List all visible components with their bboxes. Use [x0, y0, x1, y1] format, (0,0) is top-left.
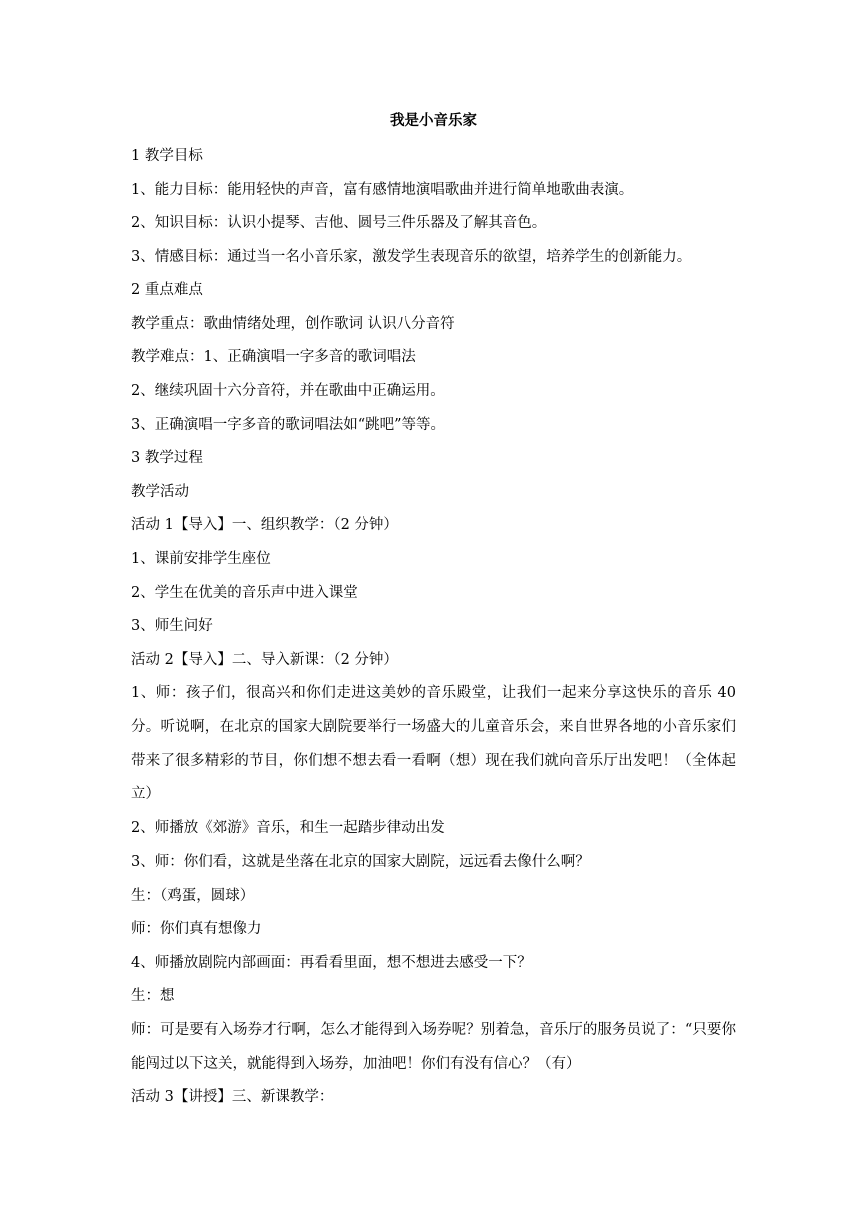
paragraph: 生：想 [131, 988, 175, 1004]
paragraph: 师：你们真有想像力 [131, 921, 262, 937]
paragraph: 3、情感目标：通过当一名小音乐家，激发学生表现音乐的欲望，培养学生的创新能力。 [131, 249, 692, 265]
paragraph: 2、学生在优美的音乐声中进入课堂 [131, 585, 358, 601]
paragraph: 3、师：你们看，这就是坐落在北京的国家大剧院，远远看去像什么啊？ [131, 854, 590, 870]
activity-heading: 活动 1【导入】一、组织教学：（2 分钟） [131, 517, 398, 533]
paragraph: 1、师：孩子们，很高兴和你们走进这美妙的音乐殿堂，让我们一起来分享这快乐的音乐 40 分。听说啊，在北京的国家大剧院要举行一场盛大的儿童音乐会，来自世界各地的小音乐家们带来了很多精彩的节目，你们想不想去看一看啊（想）现在我们就向音乐厅出发吧！（全体起立） [131, 685, 736, 803]
paragraph: 2、知识目标：认识小提琴、吉他、圆号三件乐器及了解其音色。 [131, 215, 547, 231]
paragraph: 4、师播放剧院内部画面：再看看里面，想不想进去感受一下？ [131, 955, 532, 971]
paragraph: 师：可是要有入场券才行啊，怎么才能得到入场券呢？别着急，音乐厅的服务员说了：“只要你能闯过以下这关，就能得到入场券，加油吧！你们有没有信心？（有） [131, 1022, 736, 1072]
document-title: 我是小音乐家 [390, 112, 477, 129]
section-heading-teaching-goals: 1 教学目标 [131, 148, 203, 164]
section-heading-teaching-process: 3 教学过程 [131, 450, 203, 466]
paragraph: 教学难点：1、正确演唱一字多音的歌词唱法 [131, 349, 416, 365]
paragraph: 2、继续巩固十六分音符，并在歌曲中正确运用。 [131, 383, 445, 399]
paragraph: 3、师生问好 [131, 618, 213, 634]
paragraph: 生：（鸡蛋，圆球） [131, 888, 255, 904]
document-page [131, 0, 736, 1216]
paragraph: 1、课前安排学生座位 [131, 551, 271, 567]
paragraph: 2、师播放《郊游》音乐，和生一起踏步律动出发 [131, 820, 445, 836]
paragraph: 1、能力目标：能用轻快的声音，富有感情地演唱歌曲并进行简单地歌曲表演。 [131, 182, 634, 198]
activity-heading: 活动 3【讲授】三、新课教学： [131, 1089, 334, 1105]
activity-heading: 活动 2【导入】二、导入新课：（2 分钟） [131, 652, 398, 668]
section-heading-key-points: 2 重点难点 [131, 282, 203, 298]
paragraph: 教学活动 [131, 484, 189, 500]
paragraph: 教学重点：歌曲情绪处理，创作歌词 认识八分音符 [131, 316, 455, 332]
paragraph: 3、正确演唱一字多音的歌词唱法如“跳吧”等等。 [131, 417, 446, 433]
